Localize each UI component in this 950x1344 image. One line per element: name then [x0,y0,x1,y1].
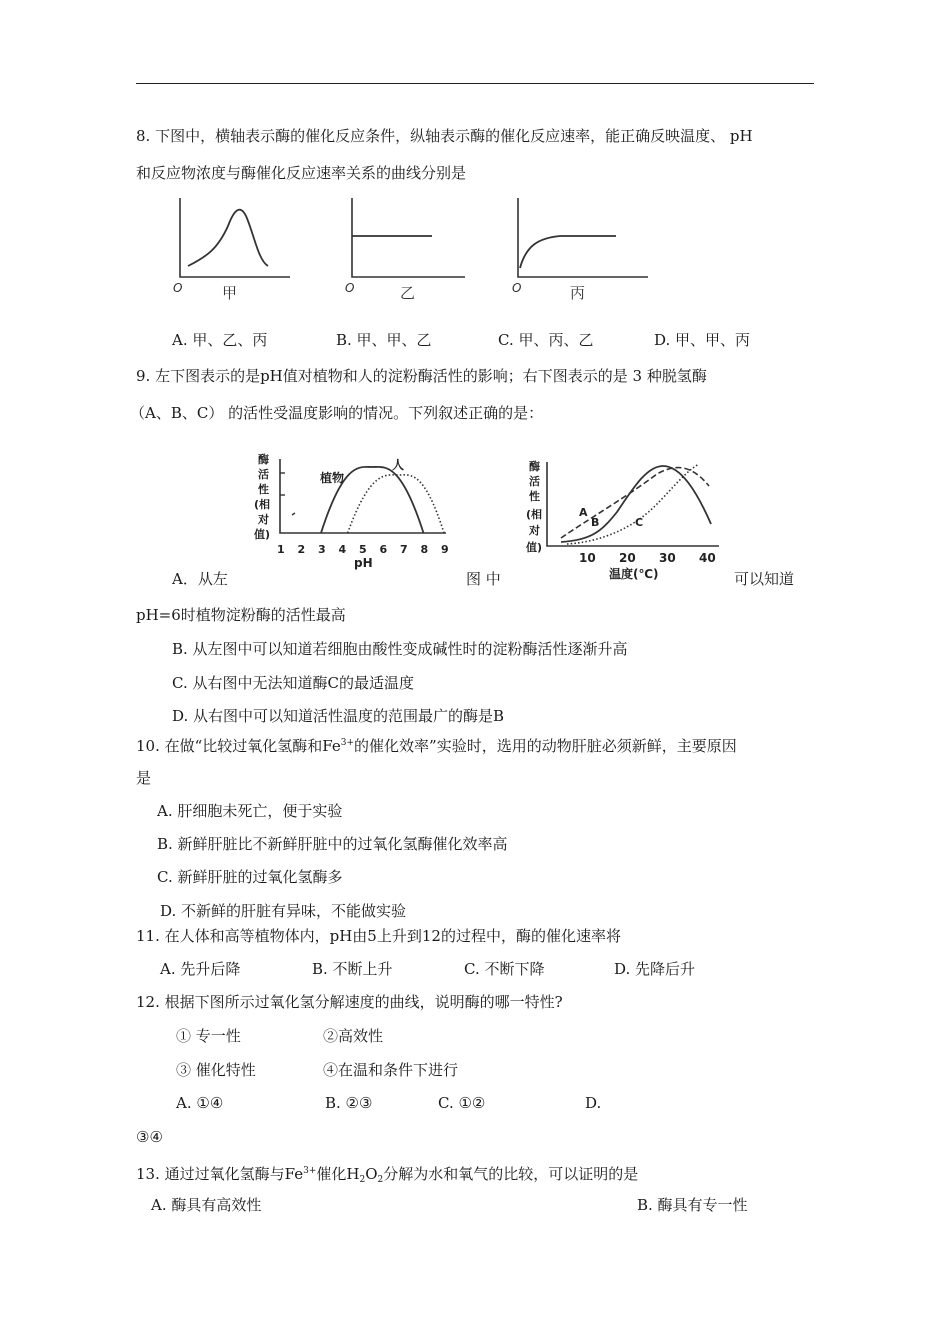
q9-left-chart [250,445,460,575]
q12-option-b: B. ②③ [325,1094,373,1112]
q13-sub-1: 2 [359,1175,366,1185]
left-x-tick: 8 [420,543,429,556]
left-x-tick: 6 [379,543,388,556]
graph-jia [173,198,290,302]
q8-stem-line2: 和反应物浓度与酶催化反应速率关系的曲线分别是 [136,164,467,182]
q8-option-d: D. 甲、甲、丙 [654,331,751,349]
q12-option-d: D. [585,1094,602,1112]
q13-stem-post: 分解为水和氧气的比较，可以证明的是 [383,1165,639,1183]
left-x-tick: 1 [277,543,285,556]
graph-bing-label: 丙 [570,284,586,302]
left-y-label-1: 酶 [258,453,269,466]
q12-item-2: ②高效性 [323,1027,384,1045]
right-y-label-4: (相 [526,508,543,521]
q9-stem-line1: 9. 左下图表示的是pH值对植物和人的淀粉酶活性的影响；右下图表示的是 3 种脱氢酶 [136,367,707,385]
q9-right-chart [525,452,730,582]
q13-stem-o: O [365,1165,378,1183]
human-label: 人 [392,458,405,472]
right-x-tick: 40 [699,551,716,565]
q10-stem-line1 [136,733,737,756]
q13-stem-pre: 13. 通过过氧化氢酶与Fe [136,1165,304,1183]
q13-option-a: A. 酶具有高效性 [151,1196,262,1214]
q12-option-c: C. ①② [438,1094,486,1112]
left-x-ticks [277,543,449,556]
q10-stem-line2: 是 [136,769,152,787]
right-y-label [526,459,542,554]
q11-option-b: B. 不断上升 [312,960,393,978]
right-y-label-5: 对 [529,524,540,537]
q8-stem-line1: 8. 下图中，横轴表示酶的催化反应条件，纵轴表示酶的催化反应速率，能正确反映温度、 pH [136,127,753,145]
q9-option-a-cont: pH=6时植物淀粉酶的活性最高 [136,606,346,624]
q11-stem: 11. 在人体和高等植物体内，pH由5上升到12的过程中，酶的催化速率将 [136,927,621,945]
q9-option-b: B. 从左图中可以知道若细胞由酸性变成碱性时的淀粉酶活性逐渐升高 [172,640,628,658]
q8-graphs [160,190,660,310]
graph-jia-label: 甲 [222,284,238,302]
q8-option-c: C. 甲、丙、乙 [498,331,594,349]
q10-option-b: B. 新鲜肝脏比不新鲜肝脏中的过氧化氢酶催化效率高 [157,835,508,853]
right-x-label: 温度(℃) [609,567,659,581]
graph-jia-curve [188,210,268,266]
enzyme-c-curve [567,464,699,544]
right-y-label-2: 活 [529,475,540,488]
q13-stem [136,1161,638,1190]
graph-bing-curve [520,236,616,268]
enzyme-b-curve [561,466,711,542]
q10-option-d: D. 不新鲜的肝脏有异味，不能做实验 [160,902,407,920]
left-y-label-5: 对 [258,513,269,526]
graph-bing-origin: O [512,281,522,295]
right-x-tick: 10 [579,551,596,565]
q10-stem-sup: 3+ [340,738,355,748]
q12-option-d-cont: ③④ [136,1128,163,1146]
q12-option-a: A. ①④ [176,1094,224,1112]
right-x-ticks [579,551,716,565]
q10-stem-post: 的催化效率”实验时，选用的动物肝脏必须新鲜，主要原因 [354,737,737,755]
left-y-label [254,452,270,541]
left-y-label-4: (相 [254,498,271,511]
left-y-label-2: 活 [258,468,269,481]
right-y-label-1: 酶 [529,460,540,473]
left-y-label-3: 性 [258,483,269,496]
left-x-tick: 5 [359,543,367,556]
right-y-label-6: 值) [526,541,543,554]
q12-stem: 12. 根据下图所示过氧化氢分解速度的曲线，说明酶的哪一特性? [136,993,563,1011]
left-x-label: pH [354,556,373,570]
q9-option-a-part2: 图 中 [466,570,501,588]
left-x-tick: 2 [297,543,306,556]
q11-option-a: A. 先升后降 [160,960,241,978]
q9-option-c: C. 从右图中无法知道酶C的最适温度 [172,674,414,692]
right-x-tick: 20 [619,551,636,565]
left-x-tick: 4 [338,543,347,556]
left-x-tick: 9 [441,543,449,556]
q10-option-c: C. 新鲜肝脏的过氧化氢酶多 [157,868,343,886]
enzyme-b-label: B [591,516,600,529]
right-x-tick: 30 [659,551,676,565]
graph-yi [345,198,465,302]
enzyme-c-label: C [635,516,644,529]
q13-stem-sup: 3+ [303,1166,317,1176]
q9-stem-line2: （A、B、C） 的活性受温度影响的情况。下列叙述正确的是： [130,404,544,422]
q12-item-1: ① 专一性 [176,1027,241,1045]
left-y-label-6: 值) [254,528,271,541]
q9-option-a-part1: A．从左 [172,570,228,588]
left-x-tick: 7 [400,543,408,556]
q13-sub-2: 2 [377,1175,384,1185]
q12-item-4: ④在温和条件下进行 [323,1061,459,1079]
graph-yi-label: 乙 [400,284,416,302]
q10-stem-pre: 10. 在做“比较过氧化氢酶和Fe [136,737,341,755]
q8-option-a: A. 甲、乙、丙 [172,331,268,349]
graph-yi-origin: O [345,281,355,295]
q9-option-a-part3: 可以知道 [734,570,795,588]
q11-option-c: C. 不断下降 [464,960,545,978]
enzyme-a-label: A [579,506,588,519]
q12-item-3: ③ 催化特性 [176,1061,256,1079]
right-y-label-3: 性 [529,490,540,503]
header-rule [136,83,814,84]
q11-option-d: D. 先降后升 [614,960,696,978]
graph-bing [512,198,648,302]
human-curve [348,475,444,533]
plant-label: 植物 [320,471,345,485]
q10-option-a: A. 肝细胞未死亡，便于实验 [157,802,343,820]
q13-stem-mid: 催化H [316,1165,360,1183]
q9-option-d: D. 从右图中可以知道活性温度的范围最广的酶是B [172,707,505,725]
left-x-tick: 3 [318,543,326,556]
q13-option-b: B. 酶具有专一性 [637,1196,748,1214]
q8-option-b: B. 甲、甲、乙 [336,331,432,349]
graph-jia-origin: O [173,281,183,295]
